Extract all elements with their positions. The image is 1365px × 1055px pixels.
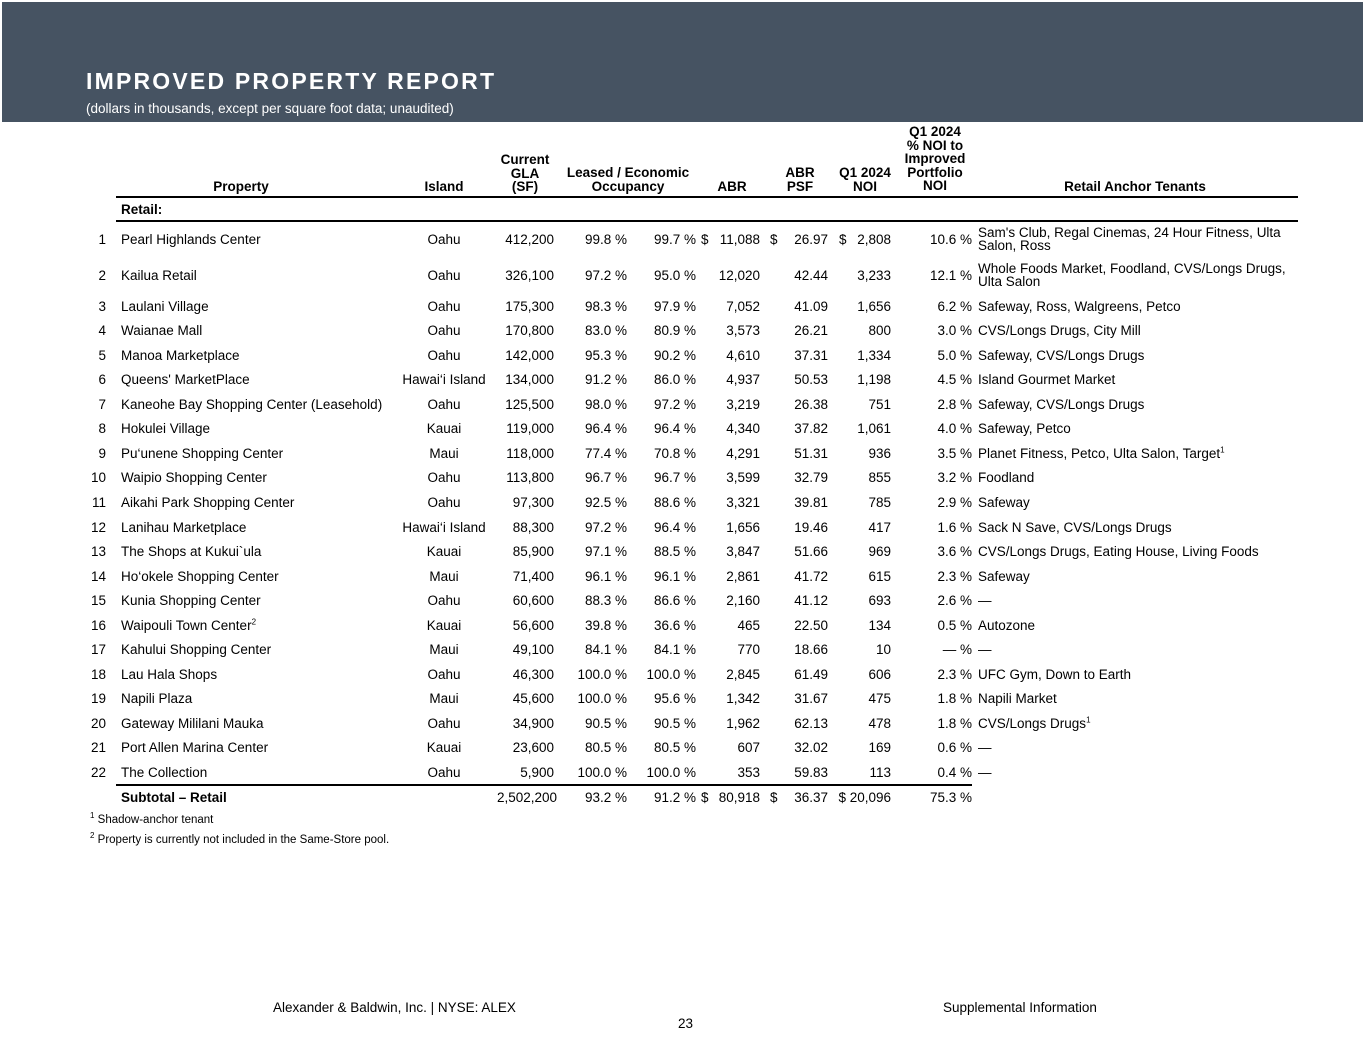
footnote-1: $^1$ Shadow-anchor tenant [90,811,214,826]
anchor-tenants: Autozone [978,618,1036,633]
leased-occupancy: 100.0 % [577,691,627,706]
abr: 3,847 [726,544,760,559]
pct-noi: 2.3 % [937,667,972,682]
abr: 3,219 [726,397,760,412]
property-name: Ho‘okele Shopping Center [121,569,279,584]
gla-sf: 71,400 [512,569,554,584]
abr-psf: 37.31 [794,348,828,363]
island: Maui [429,642,459,657]
pct-noi: 6.2 % [937,299,972,314]
property-name: Port Allen Marina Center [121,740,269,755]
currency-symbol: $ [839,232,847,247]
abr: 11,088 [719,232,760,247]
gla-sf: 60,600 [512,593,554,608]
q1-noi: 1,198 [857,372,891,387]
row-number: 3 [98,299,106,314]
anchor-tenants: — [978,740,992,755]
q1-noi: 615 [868,569,891,584]
gla-sf: 46,300 [512,667,554,682]
gla-sf: 88,300 [512,520,554,535]
q1-noi: 3,233 [857,268,891,283]
pct-noi: 3.6 % [937,544,972,559]
subtotal-rule [116,784,972,786]
island: Oahu [427,593,461,608]
pct-noi: 2.9 % [937,495,972,510]
island: Oahu [427,348,461,363]
economic-occupancy: 99.7 % [653,232,696,247]
economic-occupancy: 88.5 % [653,544,696,559]
property-name: Napili Plaza [121,691,193,706]
gla-sf: 45,600 [512,691,554,706]
section-label-retail: Retail: [121,202,163,217]
property-name: Kunia Shopping Center [121,593,261,608]
abr-psf: 51.66 [794,544,828,559]
row-number: 4 [98,323,106,338]
leased-occupancy: 97.2 % [584,268,627,283]
abr-psf: 26.38 [794,397,828,412]
pct-noi: 3.0 % [937,323,972,338]
section-rule [116,220,1298,222]
island: Kauai [426,618,462,633]
abr: 7,052 [726,299,760,314]
abr: 1,342 [726,691,760,706]
q1-noi: 169 [868,740,891,755]
subtotal-leased: 93.2 % [584,790,627,805]
abr-psf: 18.66 [794,642,828,657]
leased-occupancy: 95.3 % [584,348,627,363]
col-header-occupancy: Leased / Economic Occupancy [566,165,690,194]
property-name: Lanihau Marketplace [121,520,247,535]
footer-page-number: 23 [678,1016,694,1031]
gla-sf: 175,300 [505,299,554,314]
gla-sf: 170,800 [505,323,554,338]
gla-sf: 23,600 [512,740,554,755]
property-name: Waipouli Town Center$^2$ [121,617,257,633]
island: Oahu [427,268,461,283]
q1-noi: 1,061 [857,421,891,436]
subtotal-label: Subtotal – Retail [121,790,227,805]
footnote-2: $^2$ Property is currently not included in the Same-Store pool. [90,831,390,846]
row-number: 9 [98,446,106,461]
col-header-pct-noi: Q1 2024 % NOI to Improved Portfolio NOI [904,124,966,193]
row-number: 22 [90,765,106,780]
leased-occupancy: 97.1 % [584,544,627,559]
economic-occupancy: 97.9 % [653,299,696,314]
gla-sf: 119,000 [506,421,554,436]
abr-psf: 62.13 [794,716,828,731]
q1-noi: 606 [868,667,891,682]
economic-occupancy: 100.0 % [646,667,696,682]
abr-psf: 59.83 [794,765,828,780]
leased-occupancy: 77.4 % [584,446,627,461]
row-number: 16 [90,618,106,633]
q1-noi: 785 [868,495,891,510]
abr: 2,845 [726,667,760,682]
island: Oahu [427,495,461,510]
anchor-tenants: Sam's Club, Regal Cinemas, 24 Hour Fitness, Ulta Salon, Ross [978,225,1281,253]
pct-noi: 12.1 % [929,268,972,283]
q1-noi: 800 [868,323,891,338]
anchor-tenants: CVS/Longs Drugs$^1$ [978,715,1091,731]
property-name: Manoa Marketplace [121,348,240,363]
q1-noi: 475 [868,691,891,706]
abr: 1,656 [726,520,760,535]
header-rule [116,196,1298,198]
row-number: 10 [90,470,106,485]
abr-psf: 41.72 [794,569,828,584]
abr-psf: 22.50 [794,618,828,633]
row-number: 6 [98,372,106,387]
economic-occupancy: 96.4 % [653,520,696,535]
pct-noi: 5.0 % [937,348,972,363]
subtotal-economic: 91.2 % [653,790,696,805]
abr: 607 [737,740,760,755]
pct-noi: 1.6 % [937,520,972,535]
leased-occupancy: 98.0 % [584,397,627,412]
island: Maui [429,569,459,584]
leased-occupancy: 83.0 % [584,323,627,338]
island: Kauai [426,421,462,436]
q1-noi: 113 [869,765,891,780]
island: Oahu [427,667,461,682]
leased-occupancy: 96.4 % [584,421,627,436]
pct-noi: 2.6 % [937,593,972,608]
row-number: 14 [90,569,106,584]
property-name: Kaneohe Bay Shopping Center (Leasehold) [121,397,383,412]
abr: 770 [737,642,760,657]
anchor-tenants: Safeway, CVS/Longs Drugs [978,397,1145,412]
abr-psf: 19.46 [794,520,828,535]
property-name: Laulani Village [121,299,209,314]
subtotal-noi: $ 20,096 [838,790,891,805]
q1-noi: 478 [868,716,891,731]
abr: 1,962 [726,716,760,731]
currency-symbol: $ [701,232,709,247]
page-subtitle: (dollars in thousands, except per square foot data; unaudited) [86,101,454,116]
leased-occupancy: 80.5 % [584,740,627,755]
pct-noi: 0.5 % [937,618,972,633]
row-number: 13 [90,544,106,559]
q1-noi: 936 [868,446,891,461]
anchor-tenants: Planet Fitness, Petco, Ulta Salon, Target$^1$ [978,445,1225,461]
property-name: The Shops at Kukui`ula [121,544,262,559]
anchor-tenants: UFC Gym, Down to Earth [978,667,1132,682]
gla-sf: 118,000 [506,446,554,461]
anchor-tenants: — [978,593,992,608]
leased-occupancy: 99.8 % [584,232,627,247]
gla-sf: 97,300 [512,495,554,510]
leased-occupancy: 96.1 % [584,569,627,584]
abr-psf: 31.67 [794,691,828,706]
anchor-tenants: Safeway [978,495,1030,510]
row-number: 8 [98,421,106,436]
gla-sf: 134,000 [505,372,554,387]
anchor-tenants: Sack N Save, CVS/Longs Drugs [978,520,1172,535]
row-number: 18 [90,667,106,682]
economic-occupancy: 88.6 % [653,495,696,510]
economic-occupancy: 97.2 % [653,397,696,412]
col-header-noi: Q1 2024 NOI [839,165,891,194]
leased-occupancy: 90.5 % [584,716,627,731]
abr-psf: 39.81 [794,495,828,510]
anchor-tenants: Napili Market [978,691,1057,706]
island: Hawai‘i Island [402,372,486,387]
subtotal-gla: 2,502,200 [496,790,557,805]
row-number: 17 [90,642,106,657]
q1-noi: 134 [868,618,891,633]
subtotal-abr: 80,918 [718,790,760,805]
pct-noi: 4.0 % [937,421,972,436]
leased-occupancy: 92.5 % [584,495,627,510]
q1-noi: 1,334 [857,348,891,363]
anchor-tenants: Safeway, Petco [978,421,1071,436]
row-number: 11 [91,495,106,510]
currency-symbol: $ [701,790,709,805]
island: Oahu [427,323,461,338]
anchor-tenants: — [978,765,992,780]
property-name: Aikahi Park Shopping Center [121,495,295,510]
header-banner [2,2,1363,122]
anchor-tenants: Island Gourmet Market [978,372,1116,387]
pct-noi: 10.6 % [929,232,972,247]
gla-sf: 412,200 [505,232,554,247]
abr-psf: 41.12 [794,593,828,608]
currency-symbol: $ [770,232,778,247]
island: Oahu [427,765,461,780]
pct-noi: 0.6 % [937,740,972,755]
economic-occupancy: 100.0 % [646,765,696,780]
abr: 4,291 [726,446,760,461]
abr: 12,020 [718,268,760,283]
pct-noi: 2.3 % [937,569,972,584]
q1-noi: 969 [868,544,891,559]
gla-sf: 113,800 [506,470,554,485]
abr-psf: 32.79 [794,470,828,485]
leased-occupancy: 100.0 % [577,667,627,682]
gla-sf: 5,900 [520,765,554,780]
pct-noi: — % [942,642,972,657]
anchor-tenants: CVS/Longs Drugs, Eating House, Living Foods [978,544,1259,559]
abr: 3,573 [726,323,760,338]
row-number: 15 [90,593,106,608]
abr: 4,340 [726,421,760,436]
island: Kauai [426,740,462,755]
col-header-anchors: Retail Anchor Tenants [1064,179,1206,194]
leased-occupancy: 84.1 % [584,642,627,657]
economic-occupancy: 86.6 % [653,593,696,608]
abr: 2,160 [726,593,760,608]
property-name: Pu‘unene Shopping Center [121,446,284,461]
pct-noi: 2.8 % [937,397,972,412]
anchor-tenants: Safeway, Ross, Walgreens, Petco [978,299,1181,314]
row-number: 12 [90,520,106,535]
q1-noi: 10 [875,642,891,657]
economic-occupancy: 80.5 % [653,740,696,755]
abr-psf: 51.31 [794,446,828,461]
property-name: Gateway Mililani Mauka [121,716,264,731]
abr: 2,861 [726,569,760,584]
abr-psf: 50.53 [794,372,828,387]
leased-occupancy: 100.0 % [577,765,627,780]
economic-occupancy: 95.6 % [653,691,696,706]
gla-sf: 85,900 [512,544,554,559]
leased-occupancy: 39.8 % [584,618,627,633]
property-name: The Collection [121,765,208,780]
economic-occupancy: 70.8 % [653,446,696,461]
island: Oahu [427,232,461,247]
leased-occupancy: 98.3 % [584,299,627,314]
page-title: IMPROVED PROPERTY REPORT [86,68,497,94]
abr-psf: 61.49 [794,667,828,682]
leased-occupancy: 88.3 % [584,593,627,608]
pct-noi: 1.8 % [937,691,972,706]
island: Maui [429,691,459,706]
gla-sf: 56,600 [512,618,554,633]
island: Oahu [427,716,461,731]
island: Maui [429,446,459,461]
abr: 4,937 [726,372,760,387]
anchor-tenants: Safeway, CVS/Longs Drugs [978,348,1145,363]
island: Kauai [426,544,462,559]
pct-noi: 3.2 % [937,470,972,485]
abr-psf: 26.21 [794,323,828,338]
gla-sf: 34,900 [512,716,554,731]
abr: 353 [737,765,760,780]
row-number: 20 [90,716,106,731]
property-name: Hokulei Village [121,421,211,436]
economic-occupancy: 36.6 % [653,618,696,633]
property-name: Lau Hala Shops [121,667,218,682]
q1-noi: 751 [868,397,891,412]
property-name: Pearl Highlands Center [121,232,261,247]
footer-supplemental: Supplemental Information [943,1000,1097,1015]
property-name: Queens' MarketPlace [121,372,250,387]
leased-occupancy: 97.2 % [584,520,627,535]
abr: 3,599 [726,470,760,485]
property-name: Kahului Shopping Center [121,642,272,657]
anchor-tenants: — [978,642,992,657]
row-number: 21 [90,740,106,755]
property-name: Kailua Retail [121,268,197,283]
row-number: 1 [98,232,106,247]
island: Oahu [427,470,461,485]
currency-symbol: $ [770,790,778,805]
col-header-island: Island [424,179,464,194]
abr-psf: 42.44 [794,268,828,283]
col-header-abr-psf: ABR PSF [785,165,815,194]
anchor-tenants: Whole Foods Market, Foodland, CVS/Longs Drugs, Ulta Salon [978,261,1286,289]
abr-psf: 32.02 [794,740,828,755]
economic-occupancy: 95.0 % [653,268,696,283]
anchor-tenants: CVS/Longs Drugs, City Mill [978,323,1141,338]
q1-noi: 2,808 [857,232,891,247]
abr-psf: 41.09 [794,299,828,314]
col-header-abr: ABR [717,179,747,194]
economic-occupancy: 96.1 % [653,569,696,584]
q1-noi: 855 [868,470,891,485]
gla-sf: 49,100 [512,642,554,657]
economic-occupancy: 90.5 % [653,716,696,731]
property-name: Waipio Shopping Center [121,470,267,485]
abr-psf: 26.97 [794,232,828,247]
anchor-tenants: Safeway [978,569,1030,584]
subtotal-abr-psf: 36.37 [794,790,828,805]
q1-noi: 417 [868,520,891,535]
economic-occupancy: 84.1 % [653,642,696,657]
footer-company: Alexander & Baldwin, Inc. | NYSE: ALEX [273,1000,516,1015]
subtotal-pct: 75.3 % [929,790,972,805]
gla-sf: 326,100 [505,268,554,283]
leased-occupancy: 91.2 % [584,372,627,387]
island: Hawai‘i Island [402,520,486,535]
pct-noi: 3.5 % [937,446,972,461]
economic-occupancy: 86.0 % [653,372,696,387]
abr: 465 [737,618,760,633]
row-number: 5 [98,348,106,363]
col-header-gla: Current GLA (SF) [500,152,550,194]
economic-occupancy: 80.9 % [653,323,696,338]
row-number: 2 [98,268,106,283]
abr: 4,610 [726,348,760,363]
abr: 3,321 [726,495,760,510]
property-name: Waianae Mall [121,323,203,338]
island: Oahu [427,397,461,412]
pct-noi: 1.8 % [937,716,972,731]
anchor-tenants: Foodland [978,470,1035,485]
economic-occupancy: 96.7 % [653,470,696,485]
island: Oahu [427,299,461,314]
row-number: 19 [90,691,106,706]
abr-psf: 37.82 [794,421,828,436]
row-number: 7 [98,397,106,412]
leased-occupancy: 96.7 % [584,470,627,485]
economic-occupancy: 90.2 % [653,348,696,363]
pct-noi: 0.4 % [937,765,972,780]
col-header-property: Property [213,179,269,194]
q1-noi: 1,656 [857,299,891,314]
q1-noi: 693 [868,593,891,608]
economic-occupancy: 96.4 % [653,421,696,436]
gla-sf: 125,500 [505,397,554,412]
pct-noi: 4.5 % [937,372,972,387]
gla-sf: 142,000 [505,348,554,363]
